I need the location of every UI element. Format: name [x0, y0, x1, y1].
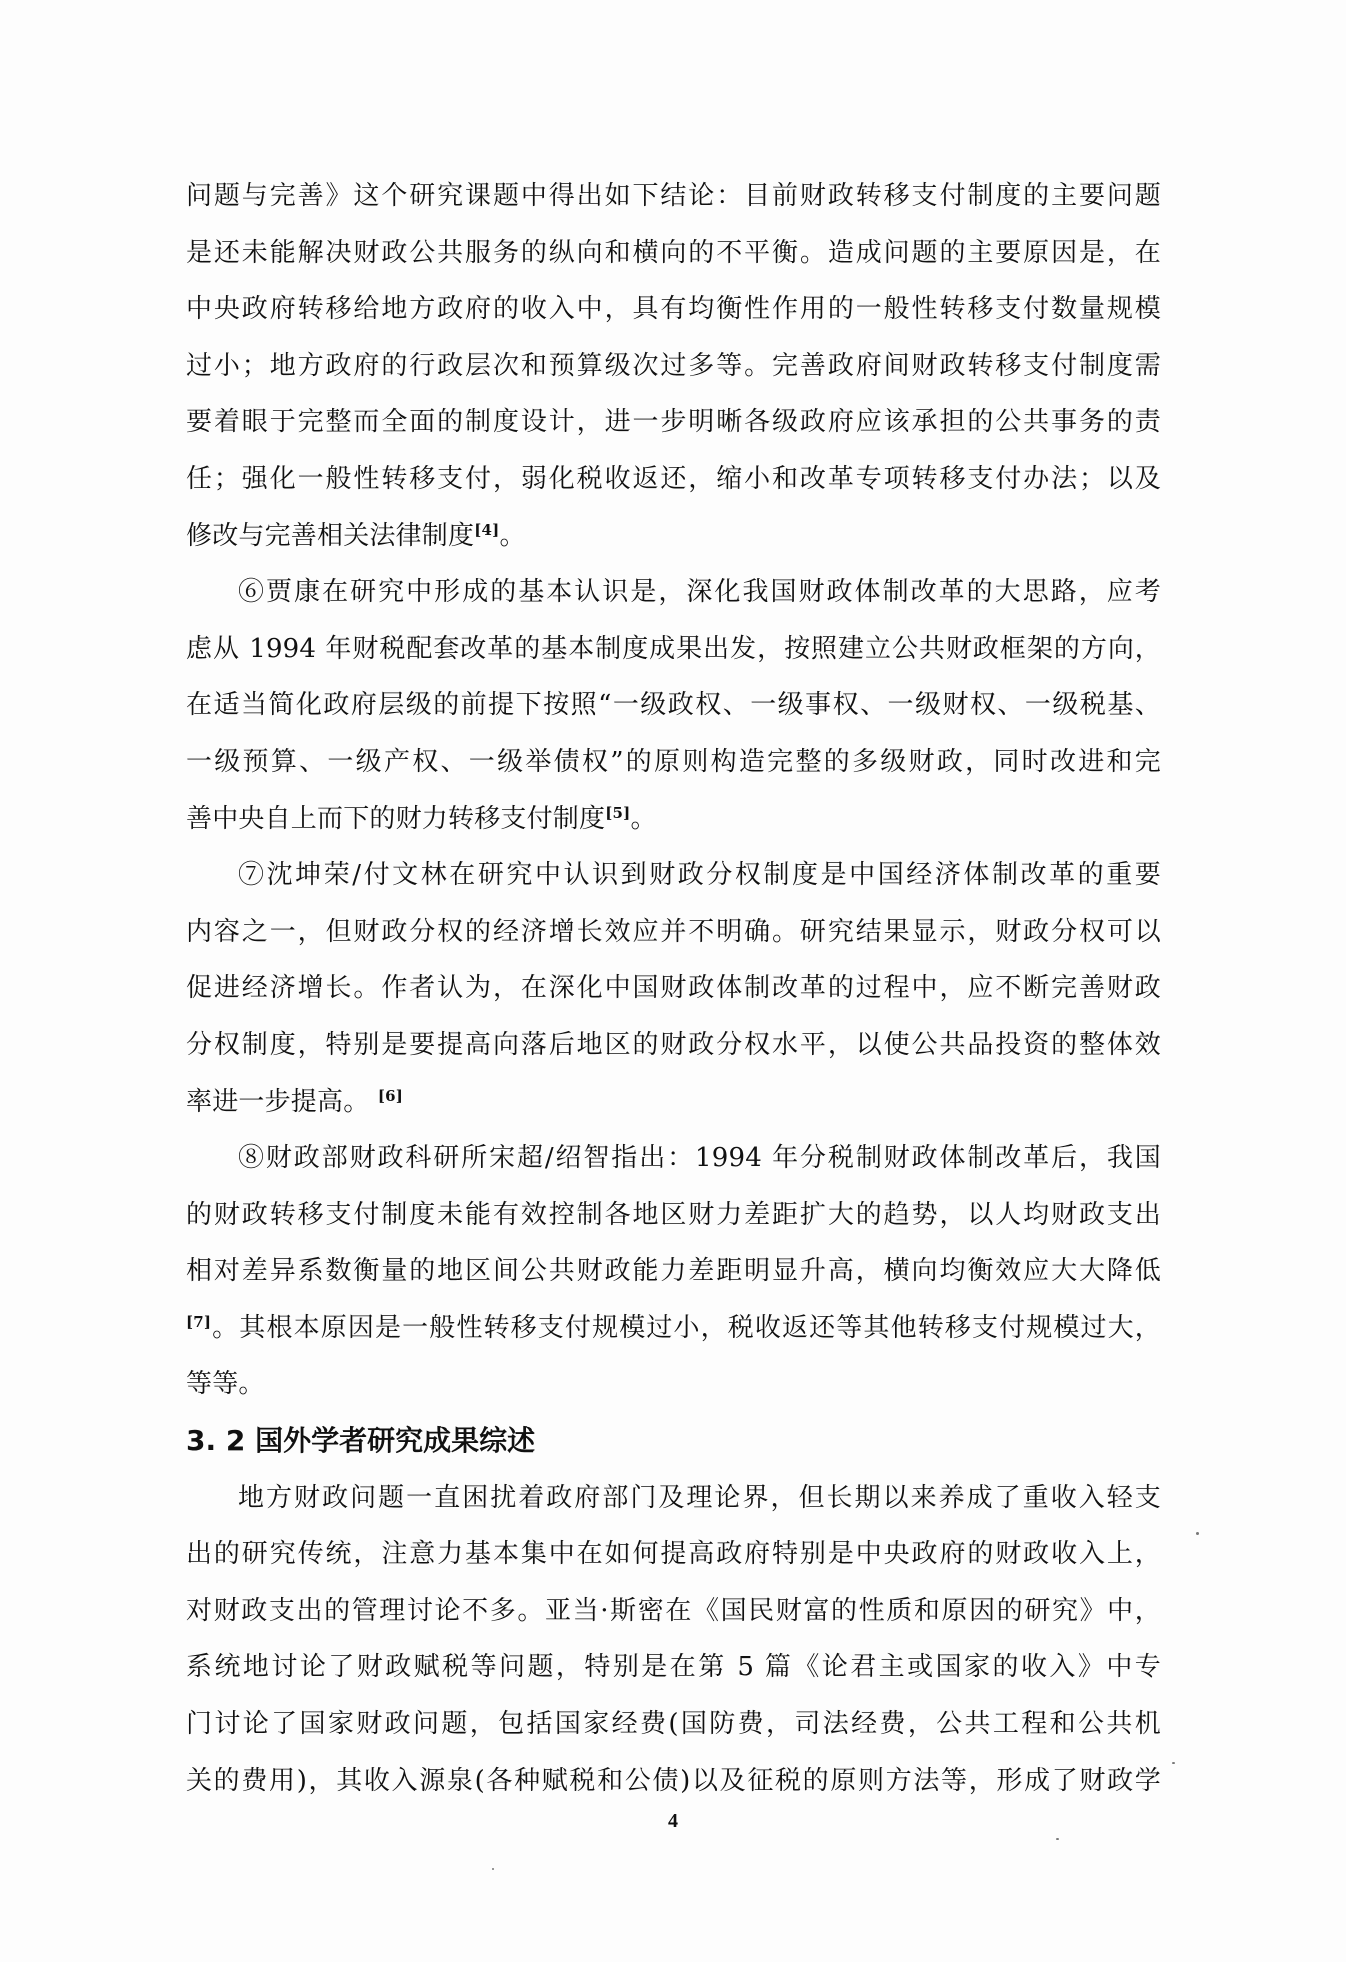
text-line: 出的研究传统，注意力基本集中在如何提高政府特别是中央政府的财政收入上，	[186, 1539, 1161, 1570]
scan-speck	[1196, 1532, 1199, 1535]
text-line: 关的费用)，其收入源泉(各种赋税和公债)以及征税的原则方法等，形成了财政学	[186, 1765, 1161, 1796]
text-line: 内容之一，但财政分权的经济增长效应并不明确。研究结果显示，财政分权可以	[186, 916, 1161, 947]
text-line: 分权制度，特别是要提高向落后地区的财政分权水平，以使公共品投资的整体效	[186, 1029, 1161, 1060]
text-line: 系统地讨论了财政赋税等问题，特别是在第 5 篇《论君主或国家的收入》中专	[186, 1652, 1161, 1683]
text-line: 任；强化一般性转移支付，弱化税收返还，缩小和改革专项转移支付办法；以及	[186, 463, 1161, 494]
paragraph-start: ⑧财政部财政科研所宋超/绍智指出：1994 年分税制财政体制改革后，我国	[238, 1143, 1161, 1174]
paragraph-start: ⑦沈坤荣/付文林在研究中认识到财政分权制度是中国经济体制改革的重要	[238, 860, 1161, 891]
text-line: 要着眼于完整而全面的制度设计，进一步明晰各级政府应该承担的公共事务的责	[186, 407, 1161, 438]
text-line: 门讨论了国家财政问题，包括国家经费(国防费，司法经费，公共工程和公共机	[186, 1709, 1161, 1740]
text-line: [7]。其根本原因是一般性转移支付规模过小，税收返还等其他转移支付规模过大，	[186, 1312, 1161, 1343]
paragraph-start: ⑥贾康在研究中形成的基本认识是，深化我国财政体制改革的大思路，应考	[238, 577, 1161, 608]
scan-speck	[492, 1868, 494, 1870]
text-line: 过小；地方政府的行政层次和预算级次过多等。完善政府间财政转移支付制度需	[186, 350, 1161, 381]
text-line: 在适当简化政府层级的前提下按照“一级政权、一级事权、一级财权、一级税基、	[186, 690, 1161, 721]
section-heading: 3. 2 国外学者研究成果综述	[186, 1424, 536, 1458]
text-line: 是还未能解决财政公共服务的纵向和横向的不平衡。造成问题的主要原因是，在	[186, 237, 1161, 268]
text-line: 的财政转移支付制度未能有效控制各地区财力差距扩大的趋势，以人均财政支出	[186, 1199, 1161, 1230]
text-line: 修改与完善相关法律制度[4]。	[186, 520, 526, 551]
text-line: 虑从 1994 年财税配套改革的基本制度成果出发，按照建立公共财政框架的方向，	[186, 633, 1161, 664]
text-line: 相对差异系数衡量的地区间公共财政能力差距明显升高，横向均衡效应大大降低	[186, 1256, 1161, 1287]
page-number: 4	[668, 1810, 678, 1832]
paragraph-start: 地方财政问题一直困扰着政府部门及理论界，但长期以来养成了重收入轻支	[238, 1482, 1161, 1513]
text-line: 等等。	[186, 1369, 265, 1400]
text-line: 促进经济增长。作者认为，在深化中国财政体制改革的过程中，应不断完善财政	[186, 973, 1161, 1004]
citation: [7]	[186, 1312, 212, 1331]
citation: [5]	[605, 803, 631, 822]
text-line: 善中央自上而下的财力转移支付制度[5]。	[186, 803, 657, 834]
body-text	[186, 168, 1161, 1809]
text-line: 问题与完善》这个研究课题中得出如下结论：目前财政转移支付制度的主要问题	[186, 181, 1161, 211]
text-line: 一级预算、一级产权、一级举债权”的原则构造完整的多级财政，同时改进和完	[186, 746, 1161, 777]
citation: [4]	[474, 520, 500, 539]
scan-speck	[1056, 1838, 1059, 1840]
text-line: 中央政府转移给地方政府的收入中，具有均衡性作用的一般性转移支付数量规模	[186, 294, 1161, 325]
text-line: 率进一步提高。 [6]	[186, 1086, 404, 1117]
scan-speck	[1172, 1762, 1175, 1764]
text-line: 对财政支出的管理讨论不多。亚当·斯密在《国民财富的性质和原因的研究》中，	[186, 1595, 1161, 1626]
citation: [6]	[377, 1086, 404, 1105]
